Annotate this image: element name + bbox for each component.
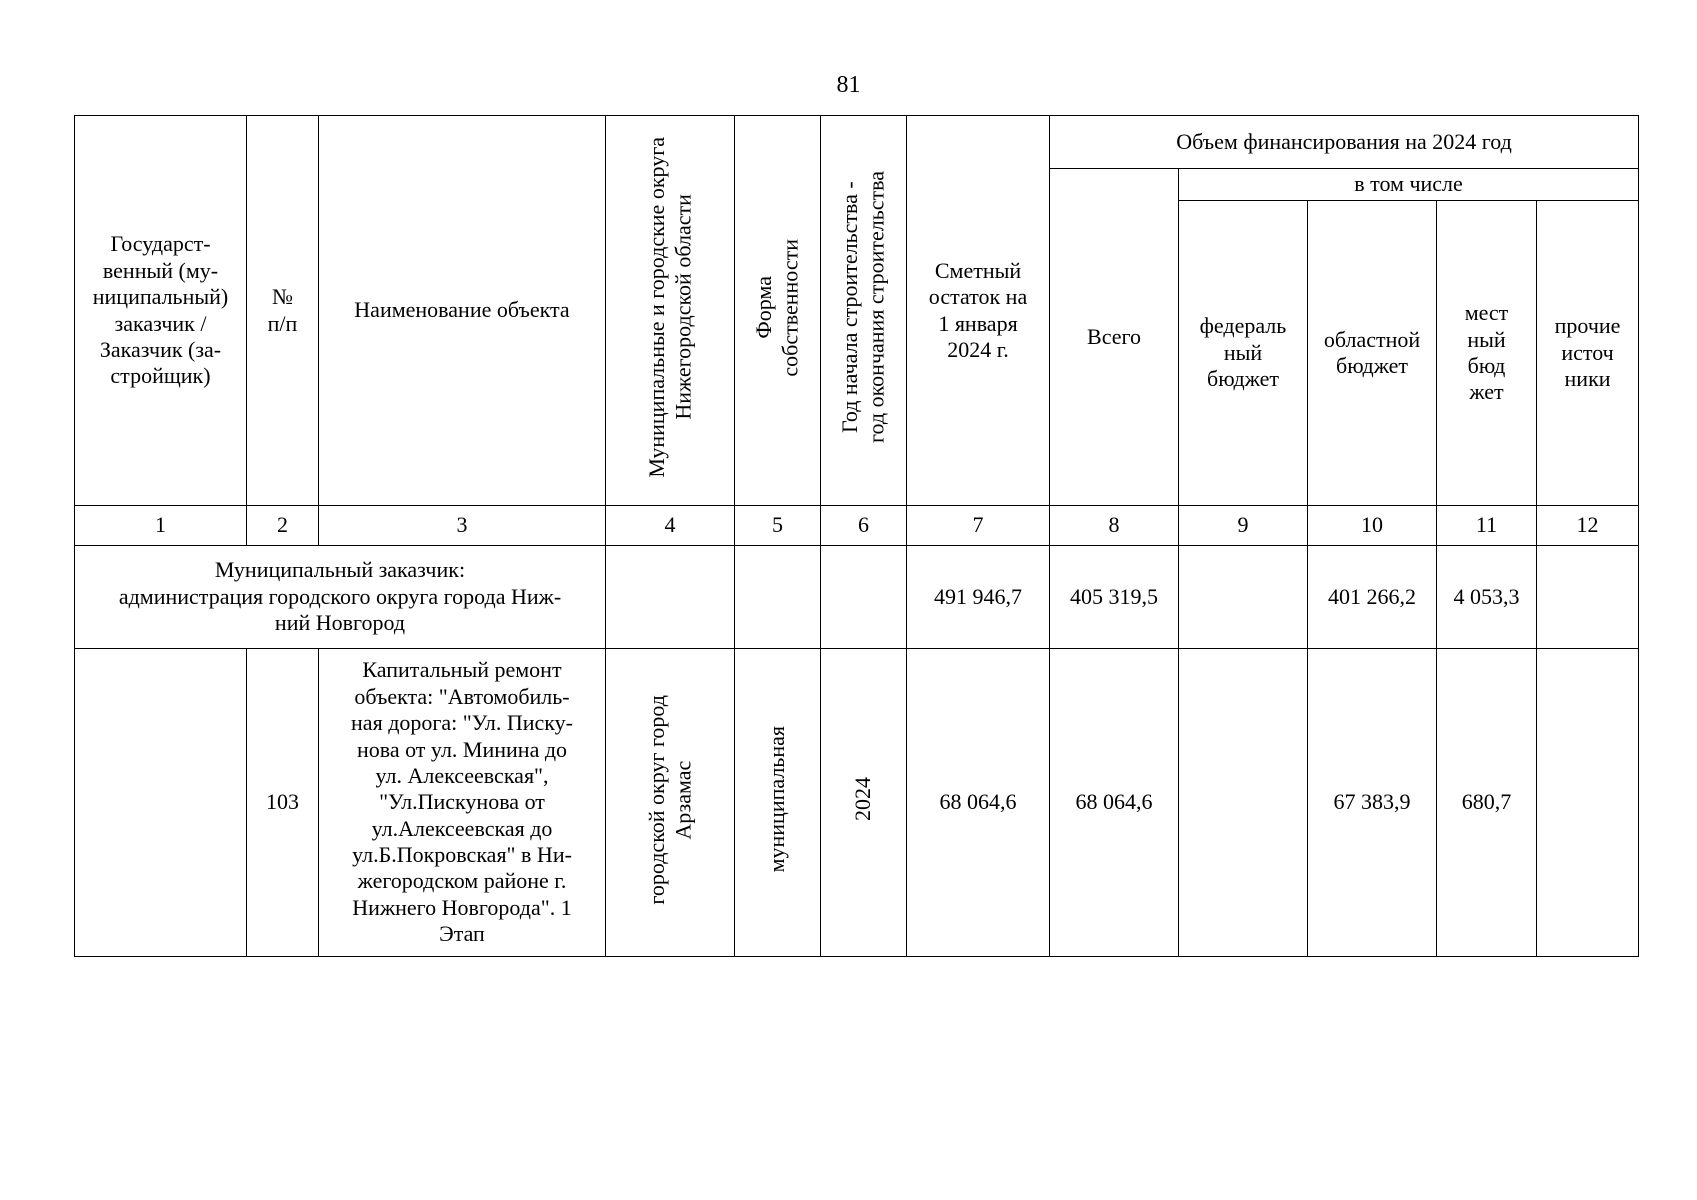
local-cell: 4 053,3 bbox=[1437, 546, 1537, 649]
customer-cell bbox=[75, 649, 247, 957]
column-number: 2 bbox=[247, 506, 319, 546]
object-name-cell: Капитальный ремонт объекта: "Автомобиль- ная дорога: "Ул. Писку- нова от ул. Минина до ул. Алексеевская", "Ул.Пискунова от ул.Алексеевская до ул.Б.Покровская" в Ни- жегородском районе г. Нижнего Новгорода". 1 Этап bbox=[319, 649, 606, 957]
table-row bbox=[75, 546, 1639, 649]
header-financing: Объем финансирования на 2024 год bbox=[1050, 116, 1639, 169]
estimate-balance-cell: 491 946,7 bbox=[907, 546, 1050, 649]
header-total: Всего bbox=[1050, 169, 1179, 506]
header-federal: федераль ный бюджет bbox=[1179, 201, 1308, 506]
years-cell: 2024 bbox=[821, 649, 907, 957]
column-number: 12 bbox=[1537, 506, 1639, 546]
column-number: 3 bbox=[319, 506, 606, 546]
column-number: 10 bbox=[1308, 506, 1437, 546]
estimate-balance-cell: 68 064,6 bbox=[907, 649, 1050, 957]
header-estimate-balance: Сметный остаток на 1 января 2024 г. bbox=[907, 116, 1050, 506]
local-cell: 680,7 bbox=[1437, 649, 1537, 957]
page-number: 81 bbox=[836, 72, 861, 98]
total-cell: 68 064,6 bbox=[1050, 649, 1179, 957]
customer-group-cell: Муниципальный заказчик: администрация городского округа города Ниж- ний Новгород bbox=[75, 546, 606, 649]
header-object-name: Наименование объекта bbox=[319, 116, 606, 506]
municipality-cell bbox=[606, 546, 735, 649]
other-cell bbox=[1537, 546, 1639, 649]
header-years: Год начала строительства - год окончания строительства bbox=[821, 116, 907, 506]
municipality-cell: городской округ город Арзамас bbox=[606, 649, 735, 957]
header-other: прочие источ ники bbox=[1537, 201, 1639, 506]
regional-cell: 67 383,9 bbox=[1308, 649, 1437, 957]
regional-cell: 401 266,2 bbox=[1308, 546, 1437, 649]
num-cell: 103 bbox=[247, 649, 319, 957]
ownership-cell bbox=[735, 546, 821, 649]
column-number: 7 bbox=[907, 506, 1050, 546]
header-including: в том числе bbox=[1179, 169, 1639, 201]
column-number: 11 bbox=[1437, 506, 1537, 546]
header-num: № п/п bbox=[247, 116, 319, 506]
years-cell bbox=[821, 546, 907, 649]
federal-cell bbox=[1179, 546, 1308, 649]
financing-table bbox=[74, 115, 1639, 957]
table-row bbox=[75, 649, 1639, 957]
header-regional: областной бюджет bbox=[1308, 201, 1437, 506]
column-number: 1 bbox=[75, 506, 247, 546]
federal-cell bbox=[1179, 649, 1308, 957]
column-number: 6 bbox=[821, 506, 907, 546]
column-number: 8 bbox=[1050, 506, 1179, 546]
ownership-cell: муниципальная bbox=[735, 649, 821, 957]
column-number: 9 bbox=[1179, 506, 1308, 546]
total-cell: 405 319,5 bbox=[1050, 546, 1179, 649]
header-municipality: Муниципальные и городские округа Нижегородской области bbox=[606, 116, 735, 506]
header-customer: Государст- венный (му- ниципальный) заказчик / Заказчик (за- стройщик) bbox=[75, 116, 247, 506]
other-cell bbox=[1537, 649, 1639, 957]
header-ownership: Форма собственности bbox=[735, 116, 821, 506]
column-number: 5 bbox=[735, 506, 821, 546]
column-numbers-row bbox=[75, 506, 1639, 546]
header-local: мест ный бюд жет bbox=[1437, 201, 1537, 506]
column-number: 4 bbox=[606, 506, 735, 546]
